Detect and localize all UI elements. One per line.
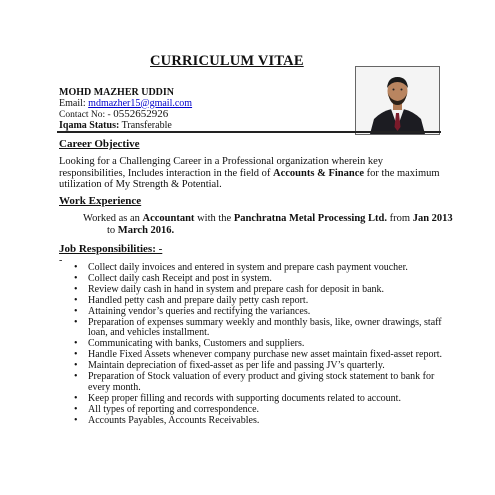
profile-photo bbox=[355, 66, 440, 135]
bullet-icon: • bbox=[74, 316, 78, 328]
company-name: Panchratna Metal Processing Ltd. bbox=[233, 213, 388, 224]
responsibility-text: Collect daily cash Receipt and post in system. bbox=[88, 272, 272, 284]
bullet-icon: • bbox=[74, 349, 78, 361]
start-date: Jan 2013 bbox=[412, 213, 453, 224]
responsibility-text: Keep proper filling and records with supporting documents related to account. bbox=[88, 392, 401, 404]
list-item bbox=[58, 372, 448, 394]
bullet-icon: • bbox=[74, 283, 78, 295]
responsibility-text: Communicating with banks, Customers and suppliers. bbox=[88, 338, 305, 350]
list-item bbox=[58, 416, 448, 427]
responsibility-text: Accounts Payables, Accounts Receivables. bbox=[88, 414, 260, 426]
bullet-icon: • bbox=[74, 371, 78, 383]
responsibility-text: Maintain depreciation of fixed-asset as per life and passing JV’s quarterly. bbox=[88, 360, 385, 372]
experience-text-part: from bbox=[387, 213, 413, 224]
email-link[interactable]: mdmazher15@gmail.com bbox=[88, 97, 193, 109]
section-heading-experience: Work Experience bbox=[59, 195, 142, 207]
contact-number: 0552652926 bbox=[113, 108, 169, 120]
page-title: CURRICULUM VITAE bbox=[150, 53, 304, 69]
objective-field: Accounts & Finance bbox=[273, 167, 365, 179]
responsibility-text: Review daily cash in hand in system and prepare cash for deposit in bank. bbox=[88, 283, 385, 295]
bullet-icon: • bbox=[74, 360, 78, 372]
job-role: Accountant bbox=[142, 213, 195, 224]
experience-text-part: with the bbox=[194, 213, 234, 224]
iqama-row bbox=[59, 121, 192, 132]
header-divider bbox=[57, 131, 441, 133]
responsibility-text: Collect daily invoices and entered in system and prepare cash payment voucher. bbox=[88, 262, 408, 273]
section-heading-responsibilities: Job Responsibilities: - bbox=[59, 243, 163, 255]
responsibility-text: All types of reporting and correspondence. bbox=[88, 403, 260, 415]
contact-label: Contact No: - bbox=[59, 110, 111, 120]
iqama-value: Transferable bbox=[121, 119, 172, 131]
responsibility-text: Preparation of Stock valuation of every product and giving stock statement to bank for every month. bbox=[88, 371, 435, 393]
experience-text-part: Worked as an bbox=[83, 213, 143, 224]
responsibility-text: Handle Fixed Assets whenever company purchase new asset maintain fixed-asset report. bbox=[88, 349, 443, 361]
bullet-icon: • bbox=[74, 305, 78, 317]
candidate-name: MOHD MAZHER UDDIN bbox=[59, 87, 174, 98]
list-item bbox=[58, 318, 448, 340]
iqama-label: Iqama Status: bbox=[59, 119, 120, 131]
bullet-icon: • bbox=[74, 338, 78, 350]
email-label: Email: bbox=[59, 97, 86, 109]
objective-text-part: Looking for a Challenging Career in a Professional organization wherein key responsibilities, Includes interaction in the field of bbox=[59, 156, 384, 179]
objective-text-part: for the maximum utilization of My Strength & Potential. bbox=[59, 167, 440, 190]
bullet-icon: • bbox=[74, 294, 78, 306]
responsibility-text: Attaining vendor’s queries and rectifying the variances. bbox=[88, 305, 311, 317]
experience-line-2 bbox=[59, 225, 453, 237]
end-date: March 2016. bbox=[117, 224, 175, 236]
section-heading-objective: Career Objective bbox=[59, 138, 140, 150]
responsibility-text: Preparation of expenses summary weekly and monthly basis, like, owner drawings, staff loan, and vehicles installment. bbox=[88, 316, 442, 339]
bullet-icon: • bbox=[74, 262, 78, 273]
objective-text bbox=[59, 156, 444, 191]
contact-header bbox=[59, 88, 192, 131]
responsibilities-list bbox=[58, 263, 448, 427]
responsibility-text: Handled petty cash and prepare daily petty cash report. bbox=[88, 294, 309, 306]
experience-text-part: to bbox=[107, 224, 118, 236]
bullet-icon: • bbox=[74, 403, 78, 415]
bullet-icon: • bbox=[74, 414, 78, 426]
experience-line-1 bbox=[59, 213, 453, 225]
experience-text bbox=[59, 213, 453, 236]
profile-photo-image bbox=[356, 67, 439, 134]
bullet-icon: • bbox=[74, 392, 78, 404]
list-dash: - bbox=[59, 255, 63, 266]
bullet-icon: • bbox=[74, 272, 78, 284]
